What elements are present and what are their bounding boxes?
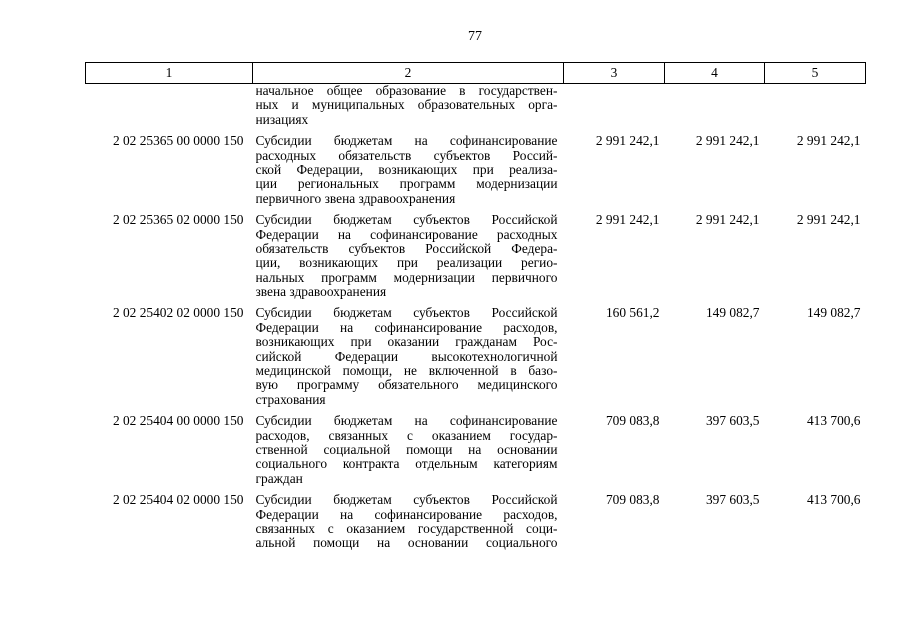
header-col-2: 2	[253, 63, 564, 84]
row-code: 2 02 25404 02 0000 150	[112, 492, 244, 508]
row-value-col-4: 2 991 242,1	[695, 212, 760, 228]
row-value-col-3: 160 561,2	[605, 305, 660, 321]
description-line: вую программу обязательного медицинского	[255, 378, 558, 393]
table-row	[86, 213, 866, 306]
row-description	[253, 414, 564, 493]
row-value-col-3: 709 083,8	[605, 413, 660, 429]
description-line: нальных программ модернизации первичного	[255, 270, 558, 285]
description-line: граждан	[255, 471, 303, 486]
row-value-col-4: 397 603,5	[705, 413, 760, 429]
description-line: альной помощи на основании социального	[255, 536, 558, 551]
row-value-col-3: 2 991 242,1	[595, 133, 660, 149]
row-description	[253, 306, 564, 414]
row-code: 2 02 25402 02 0000 150	[112, 305, 244, 321]
page-number: 77	[468, 29, 482, 44]
row-value-col-3: 2 991 242,1	[595, 212, 660, 228]
row-value-col-5: 2 991 242,1	[796, 133, 861, 149]
description-line: ской Федерации, возникающих при реализа-	[255, 162, 558, 177]
description-line: ции, возникающих при реализации регио-	[255, 256, 558, 271]
row-value-col-5: 149 082,7	[806, 305, 861, 321]
description-line: Федерации на софинансирование расходов,	[255, 507, 558, 522]
header-col-1: 1	[86, 63, 253, 84]
description-line: Субсидии бюджетам на софинансирование	[255, 414, 558, 429]
description-line: страхования	[255, 392, 326, 407]
header-row	[86, 63, 866, 84]
table-row	[86, 84, 866, 135]
header-col-3: 3	[564, 63, 665, 84]
row-value-col-4	[665, 84, 765, 135]
table-row	[86, 493, 866, 558]
row-description	[253, 493, 564, 558]
description-line: ции региональных программ модернизации	[255, 177, 558, 192]
description-line: звена здравоохранения	[255, 285, 387, 300]
description-line: первичного звена здравоохранения	[255, 191, 456, 206]
description-line: Субсидии бюджетам субъектов Российской	[255, 493, 558, 508]
description-line: расходных обязательств субъектов Россий-	[255, 148, 558, 163]
row-value-col-3	[564, 84, 665, 135]
description-line: Федерации на софинансирование расходных	[255, 227, 558, 242]
table-row	[86, 414, 866, 493]
row-code	[86, 84, 253, 135]
header-col-5: 5	[765, 63, 866, 84]
row-code: 2 02 25365 02 0000 150	[112, 212, 244, 228]
description-line: связанных с оказанием государственной соци-	[255, 521, 558, 536]
row-code: 2 02 25365 00 0000 150	[112, 133, 244, 149]
description-line: Федерации на софинансирование расходов,	[255, 320, 558, 335]
row-value-col-4: 149 082,7	[705, 305, 760, 321]
row-description	[253, 213, 564, 306]
description-line: обязательств субъектов Российской Федера-	[255, 241, 558, 256]
table-row	[86, 134, 866, 213]
description-line: возникающих при оказании гражданам Рос-	[255, 335, 558, 350]
description-line: медицинской помощи, не включенной в базо-	[255, 364, 558, 379]
row-value-col-5: 2 991 242,1	[796, 212, 861, 228]
description-line: Субсидии бюджетам на софинансирование	[255, 134, 558, 149]
description-line: социального контракта отдельным категориям	[255, 457, 558, 472]
description-line: начальное общее образование в государствен-	[255, 84, 558, 98]
description-line: ных и муниципальных образовательных орга-	[255, 98, 558, 113]
table-body	[86, 84, 866, 558]
row-value-col-5	[765, 84, 866, 135]
row-value-col-4: 2 991 242,1	[695, 133, 760, 149]
table-row	[86, 306, 866, 414]
table-header	[86, 63, 866, 84]
row-value-col-3: 709 083,8	[605, 492, 660, 508]
description-line: Субсидии бюджетам субъектов Российской	[255, 213, 558, 228]
description-line: сийской Федерации высокотехнологичной	[255, 349, 558, 364]
row-description	[253, 134, 564, 213]
header-col-4: 4	[665, 63, 765, 84]
row-description	[253, 84, 564, 135]
description-line: низациях	[255, 112, 309, 127]
row-value-col-4: 397 603,5	[705, 492, 760, 508]
row-value-col-5: 413 700,6	[806, 413, 861, 429]
budget-table	[85, 62, 866, 558]
row-value-col-5: 413 700,6	[806, 492, 861, 508]
description-line: ственной социальной помощи на основании	[255, 442, 558, 457]
description-line: расходов, связанных с оказанием государ-	[255, 428, 558, 443]
row-code: 2 02 25404 00 0000 150	[112, 413, 244, 429]
description-line: Субсидии бюджетам субъектов Российской	[255, 306, 558, 321]
